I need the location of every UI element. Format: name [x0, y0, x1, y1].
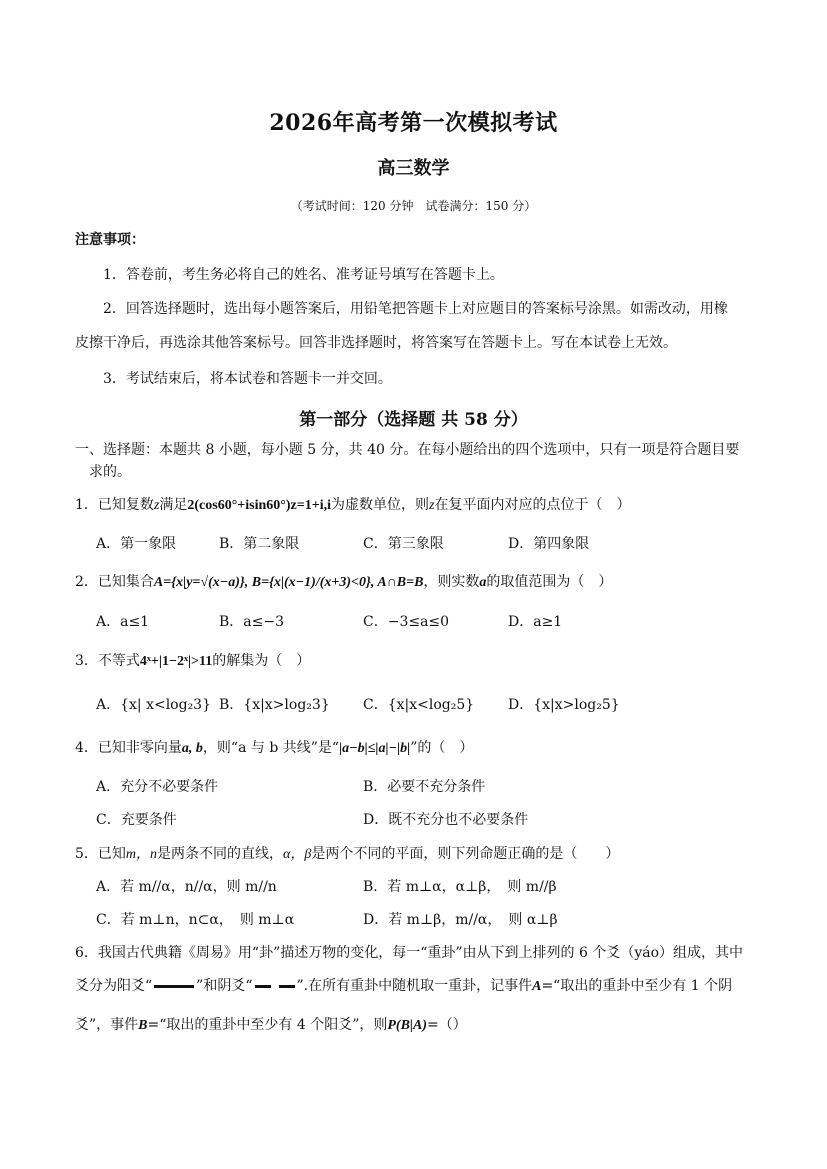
q3-option-c[interactable]: C．{x|x<log₂5} — [363, 697, 475, 713]
yang-yao-symbol — [154, 985, 194, 988]
q6-formula: P(B|A) — [387, 1018, 428, 1033]
notice-item-3: 3．考试结束后，将本试卷和答题卡一并交回。 — [103, 371, 392, 387]
q1-suffix-a: 为虚数单位，则 — [331, 497, 429, 513]
question-6-line-1: 6．我国古代典籍《周易》用“卦”描述万物的变化，每一“重卦”由从下到上排列的 6 个爻（yáo）组成，其中 — [75, 945, 744, 961]
q5-prefix: 5．已知 — [75, 846, 126, 862]
question-4 — [75, 739, 473, 758]
q6-line2-b: ”和阴爻“ — [196, 978, 253, 994]
q1-prefix: 1．已知复数 — [75, 497, 154, 513]
question-2 — [75, 573, 612, 592]
q2-prefix: 2．已知集合 — [75, 574, 154, 590]
q1-option-a[interactable]: A．第一象限 — [96, 536, 177, 552]
q1-option-b[interactable]: B．第二象限 — [219, 536, 300, 552]
q1-option-c[interactable]: C．第三象限 — [363, 536, 444, 552]
q2-option-c[interactable]: C．−3≤a≤0 — [363, 614, 450, 630]
q4-option-c[interactable]: C．充要条件 — [96, 812, 177, 828]
q1-mid: 满足 — [159, 497, 188, 513]
q1-formula: 2(cos60°+isin60°)z=1+i,i — [187, 498, 331, 513]
exam-info: （考试时间：120 分钟 试卷满分：150 分） — [290, 199, 537, 213]
q3-option-d[interactable]: D．{x|x>log₂5} — [508, 697, 620, 713]
q2-var-a: a — [479, 575, 487, 590]
q2-suffix-a: ，则实数 — [423, 574, 480, 590]
q1-option-d[interactable]: D．第四象限 — [508, 536, 590, 552]
q5-mid: 是两条不同的直线， — [157, 846, 284, 862]
q3-suffix: 的解集为（ ） — [212, 653, 311, 669]
q1-var-z: z — [153, 498, 160, 513]
q4-cond-right: |a−b|≤|a|−|b| — [339, 741, 411, 756]
q4-option-b[interactable]: B．必要不充分条件 — [363, 779, 486, 795]
q1-suffix-b: 在复平面内对应的点位于（ ） — [434, 497, 631, 513]
q5-option-c[interactable]: C．若 m⊥n，n⊂α， 则 m⊥α — [96, 912, 295, 928]
q4-mid-b: ”是“ — [310, 740, 340, 756]
q2-option-a[interactable]: A．a≤1 — [96, 614, 150, 630]
q6-var-a: A — [532, 979, 542, 994]
notice-item-1: 1．答卷前，考生务必将自己的姓名、准考证号填写在答题卡上。 — [103, 267, 504, 283]
q2-option-b[interactable]: B．a≤−3 — [219, 614, 285, 630]
question-3 — [75, 652, 310, 671]
q4-suffix: ”的（ ） — [410, 740, 474, 756]
part1-instruction-line-1: 一、选择题：本题共 8 小题，每小题 5 分，共 40 分。在每小题给出的四个选项中，只有一项是符合题目要 — [75, 442, 740, 458]
notice-heading: 注意事项： — [75, 232, 145, 248]
q2-option-d[interactable]: D．a≥1 — [508, 614, 563, 630]
yin-yao-symbol-right — [279, 985, 295, 988]
q5-option-d[interactable]: D．若 m⊥β，m//α， 则 α⊥β — [363, 912, 558, 928]
question-5 — [75, 845, 619, 864]
q5-suffix: 是两个不同的平面，则下列命题正确的是（ ） — [311, 846, 620, 862]
q4-option-a[interactable]: A．充分不必要条件 — [96, 779, 219, 795]
q3-option-b[interactable]: B．{x|x>log₂3} — [219, 697, 330, 713]
q2-formula: A={x|y=√(x−a)}, B={x|(x−1)/(x+3)<0}, A∩B=B — [153, 575, 424, 590]
q3-option-a[interactable]: A．{x| x<log₂3} — [96, 697, 212, 713]
q5-option-a[interactable]: A．若 m//α，n//α，则 m//n — [96, 879, 277, 895]
part1-heading: 第一部分（选择题 共 58 分） — [299, 410, 528, 430]
q3-formula: 4ˣ+|1−2ˣ|>11 — [139, 654, 213, 669]
q3-prefix: 3．不等式 — [75, 653, 140, 669]
question-6-line-2 — [75, 977, 732, 996]
q4-prefix: 4．已知非零向量 — [75, 740, 182, 756]
q4-mid-a: ，则“ — [202, 740, 239, 756]
q5-planes: α，β — [283, 847, 312, 862]
q1-var-z-2: z — [429, 498, 435, 513]
q4-vectors: a, b — [181, 741, 203, 756]
q6-line2-a: 爻分为阳爻“ — [75, 978, 153, 994]
q6-line3-a: 爻”，事件 — [75, 1017, 139, 1033]
q5-vars: m，n — [125, 847, 158, 862]
q2-suffix-b: 的取值范围为（ ） — [486, 574, 613, 590]
subject-title: 高三数学 — [377, 158, 450, 179]
q4-option-d[interactable]: D．既不充分也不必要条件 — [363, 812, 529, 828]
exam-title: 2026年高考第一次模拟考试 — [269, 110, 558, 136]
part1-instruction-line-2: 求的。 — [89, 464, 131, 480]
notice-item-2-line-2: 皮擦干净后，再选涂其他答案标号。回答非选择题时，将答案写在答题卡上。写在本试卷上无效。 — [75, 335, 677, 351]
q6-line2-c: ”.在所有重卦中随机取一重卦，记事件 — [296, 978, 533, 994]
q6-line3-b: =“取出的重卦中至少有 4 个阳爻”，则 — [147, 1017, 388, 1033]
notice-item-2-line-1: 2．回答选择题时，选出每小题答案后，用铅笔把答题卡上对应题目的答案标号涂黑。如需改动，用橡 — [103, 301, 728, 317]
q6-line2-d: =“取出的重卦中至少有 1 个阴 — [541, 978, 733, 994]
question-6-line-3 — [75, 1016, 467, 1035]
q5-option-b[interactable]: B．若 m⊥α，α⊥β， 则 m//β — [363, 879, 557, 895]
q6-line3-c: =（） — [427, 1017, 467, 1033]
question-1 — [75, 496, 630, 515]
yin-yao-symbol-left — [255, 985, 271, 988]
q4-cond-left: a 与 b 共线 — [238, 740, 311, 756]
q6-var-b: B — [138, 1018, 148, 1033]
